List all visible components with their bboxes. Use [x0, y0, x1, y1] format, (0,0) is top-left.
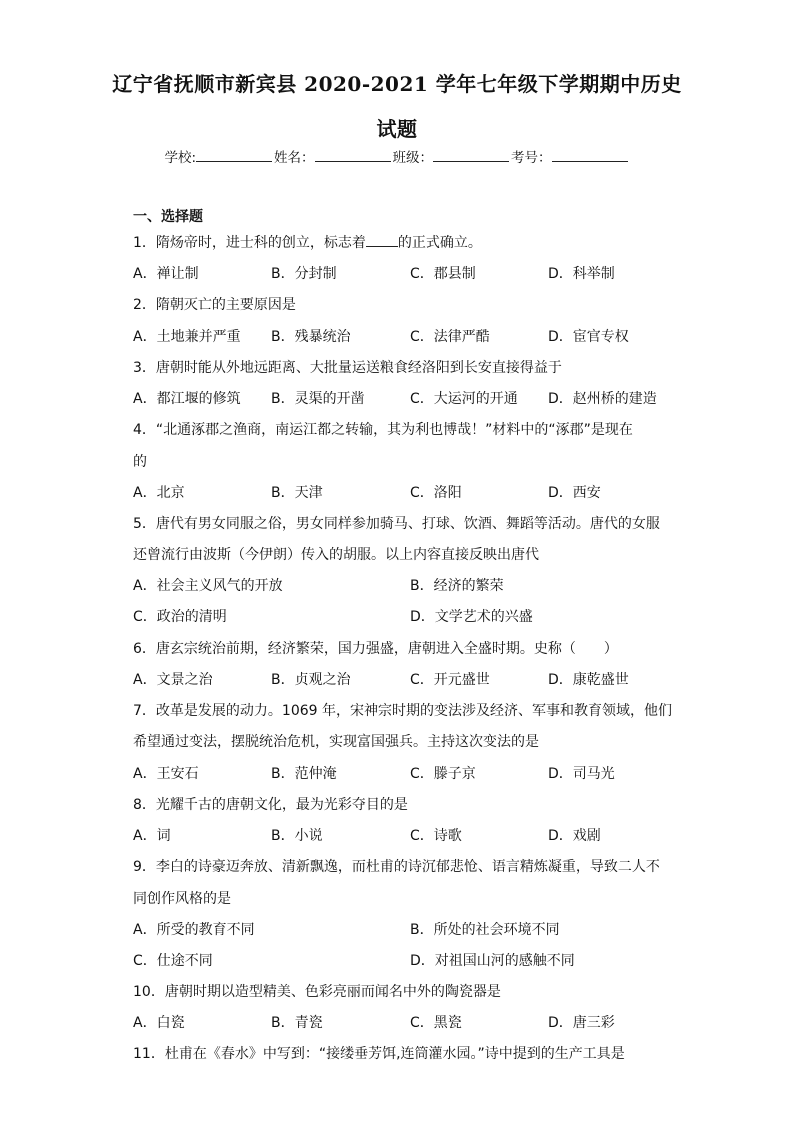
school-label: 学校:	[164, 150, 197, 166]
question-9-option-b: B．所处的社会环境不同	[410, 922, 560, 938]
question-5-option-c: C．政治的清明	[133, 609, 227, 625]
question-8-option-d: D．戏剧	[548, 828, 601, 844]
question-5-option-d: D．文学艺术的兴盛	[410, 609, 533, 625]
question-4-stem-line-1: 4．“北通涿郡之渔商，南运江都之转输，其为利也博哉！”材料中的“涿郡”是现在	[133, 422, 633, 438]
question-10-option-d: D．唐三彩	[548, 1015, 615, 1031]
question-8-option-b: B．小说	[271, 828, 323, 844]
question-7-option-b: B．范仲淹	[271, 766, 337, 782]
question-3-option-d: D．赵州桥的建造	[548, 391, 657, 407]
question-3-option-a: A．都江堰的修筑	[133, 391, 241, 407]
name-label: 姓名：	[274, 150, 315, 166]
question-10-option-c: C．黑瓷	[410, 1015, 462, 1031]
question-5-stem-line-2: 还曾流行由波斯（今伊朗）传入的胡服。以上内容直接反映出唐代	[133, 547, 539, 563]
name-blank[interactable]	[315, 149, 391, 162]
question-1-option-a: A．禅让制	[133, 266, 199, 282]
question-2-option-a: A．土地兼并严重	[133, 329, 241, 345]
question-4-option-c: C．洛阳	[410, 485, 462, 501]
question-9-option-d: D．对祖国山河的感触不同	[410, 953, 575, 969]
question-6-stem: 6．唐玄宗统治前期，经济繁荣，国力强盛，唐朝进入全盛时期。史称（ ）	[133, 641, 618, 657]
section-title: 一、选择题	[133, 209, 203, 225]
question-9-stem-line-2: 同创作风格的是	[133, 891, 231, 907]
fill-in-blank	[366, 234, 398, 247]
question-5-option-a: A．社会主义风气的开放	[133, 578, 283, 594]
question-6-option-a: A．文景之治	[133, 672, 213, 688]
question-3-option-c: C．大运河的开通	[410, 391, 518, 407]
class-label: 班级：	[392, 150, 434, 166]
question-9-stem-line-1: 9．李白的诗豪迈奔放、清新飘逸，而杜甫的诗沉郁悲怆、语言精炼凝重，导致二人不	[133, 859, 660, 875]
question-6-option-d: D．康乾盛世	[548, 672, 629, 688]
question-9-option-a: A．所受的教育不同	[133, 922, 255, 938]
question-2-option-c: C．法律严酷	[410, 329, 490, 345]
question-1-option-c: C．郡县制	[410, 266, 476, 282]
exam-title-line-2: 试题	[376, 117, 418, 141]
question-6-option-c: C．开元盛世	[410, 672, 490, 688]
question-7-option-a: A．王安石	[133, 766, 199, 782]
question-9-option-c: C．仕途不同	[133, 953, 213, 969]
question-7-stem-line-1: 7．改革是发展的动力。1069 年，宋神宗时期的变法涉及经济、军事和教育领域，他们	[133, 703, 672, 719]
question-11-stem: 11．杜甫在《春水》中写到：“接缕垂芳饵,连筒灌水园。”诗中提到的生产工具是	[133, 1046, 625, 1062]
question-10-option-a: A．白瓷	[133, 1015, 185, 1031]
question-8-stem: 8．光耀千古的唐朝文化，最为光彩夺目的是	[133, 797, 408, 813]
exam-number-label: 考号：	[511, 150, 552, 166]
question-1-text-b: 的正式确立。	[397, 235, 482, 251]
question-1-stem	[133, 234, 482, 252]
question-1-text-a: 1．隋炀帝时，进士科的创立，标志着	[133, 235, 366, 251]
question-8-option-c: C．诗歌	[410, 828, 462, 844]
question-3-option-b: B．灵渠的开凿	[271, 391, 365, 407]
question-5-stem-line-1: 5．唐代有男女同服之俗，男女同样参加骑马、打球、饮酒、舞蹈等活动。唐代的女服	[133, 516, 660, 532]
question-4-option-b: B．天津	[271, 485, 323, 501]
question-8-option-a: A．词	[133, 828, 171, 844]
question-4-stem-line-2: 的	[133, 454, 147, 470]
exam-title-line-1: 辽宁省抚顺市新宾县 2020-2021 学年七年级下学期期中历史	[112, 72, 682, 96]
question-4-option-a: A．北京	[133, 485, 185, 501]
question-2-option-d: D．宦官专权	[548, 329, 629, 345]
question-5-option-b: B．经济的繁荣	[410, 578, 504, 594]
question-7-option-d: D．司马光	[548, 766, 615, 782]
question-1-option-d: D．科举制	[548, 266, 615, 282]
question-2-option-b: B．残暴统治	[271, 329, 351, 345]
question-7-option-c: C．滕子京	[410, 766, 476, 782]
question-6-option-b: B．贞观之治	[271, 672, 351, 688]
question-2-stem: 2．隋朝灭亡的主要原因是	[133, 297, 296, 313]
question-4-option-d: D．西安	[548, 485, 601, 501]
question-10-option-b: B．青瓷	[271, 1015, 323, 1031]
question-3-stem: 3．唐朝时能从外地远距离、大批量运送粮食经洛阳到长安直接得益于	[133, 360, 562, 376]
school-blank[interactable]	[196, 149, 272, 162]
question-1-option-b: B．分封制	[271, 266, 337, 282]
question-10-stem: 10．唐朝时期以造型精美、色彩亮丽而闻名中外的陶瓷器是	[133, 984, 501, 1000]
question-7-stem-line-2: 希望通过变法，摆脱统治危机，实现富国强兵。主持这次变法的是	[133, 734, 539, 750]
exam-number-blank[interactable]	[552, 149, 628, 162]
student-info-row	[0, 146, 794, 166]
class-blank[interactable]	[433, 149, 509, 162]
